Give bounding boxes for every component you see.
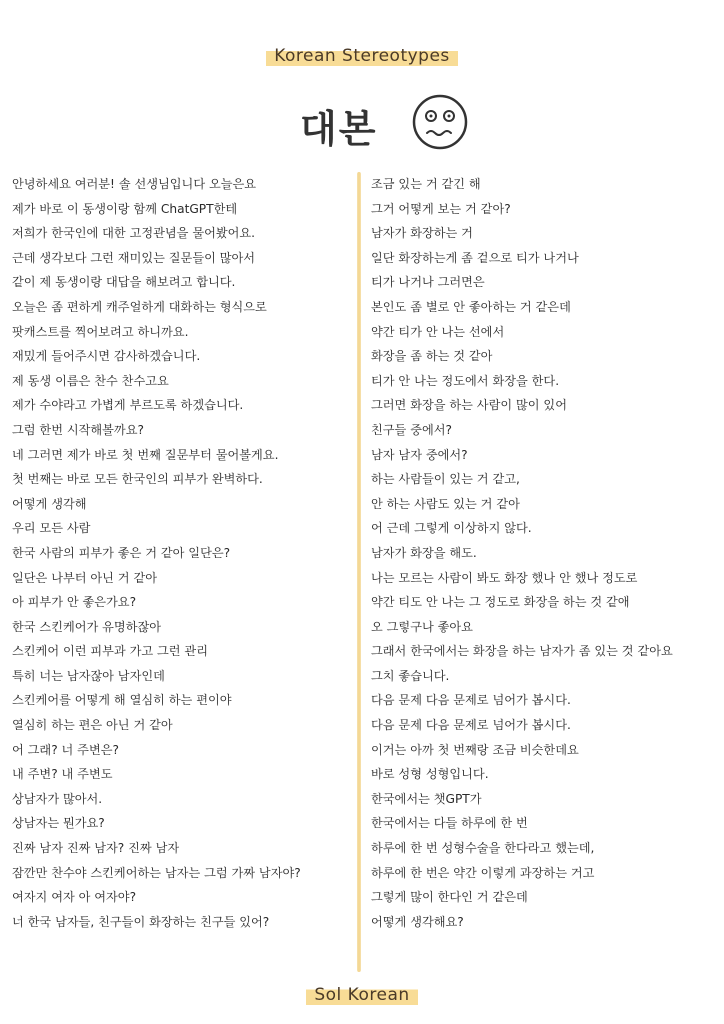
script-line: 하루에 한 번 성형수술을 한다라고 했는데, — [371, 841, 595, 856]
title-container — [0, 44, 724, 68]
script-line: 네 그러면 제가 바로 첫 번째 질문부터 물어볼게요. — [12, 447, 279, 462]
script-line: 조금 있는 거 같긴 해 — [371, 177, 481, 191]
script-line: 아 피부가 안 좋은가요? — [12, 595, 137, 610]
script-line: 우리 모든 사람 — [12, 521, 91, 536]
script-line: 안녕하세요 여러분! 솔 선생님입니다 오늘은요 — [12, 177, 257, 191]
script-line: 제가 수야라고 가볍게 부르도록 하겠습니다. — [12, 398, 244, 413]
script-line: 티가 안 나는 정도에서 화장을 한다. — [371, 373, 560, 388]
script-line: 재밌게 들어주시면 감사하겠습니다. — [12, 349, 201, 364]
script-line: 남자가 화장을 해도. — [371, 545, 477, 560]
script-line: 다음 문제 다음 문제로 넘어가 봅시다. — [371, 718, 571, 733]
script-line: 하루에 한 번은 약간 이렇게 과장하는 거고 — [371, 865, 595, 880]
script-line: 오늘은 좀 편하게 캐주얼하게 대화하는 형식으로 — [12, 299, 267, 314]
script-line: 한국 스킨케어가 유명하잖아 — [12, 619, 162, 634]
script-line: 내 주변? 내 주변도 — [12, 767, 113, 782]
script-line: 그럼 한번 시작해볼까요? — [12, 422, 144, 437]
script-line: 어 그래? 너 주변은? — [12, 742, 119, 757]
script-line: 바로 성형 성형입니다. — [371, 767, 489, 782]
script-line: 너 한국 남자들, 친구들이 화장하는 친구들 있어? — [12, 914, 270, 929]
script-line: 그러면 화장을 하는 사람이 많이 있어 — [371, 398, 567, 413]
script-line: 잠깐만 찬수야 스킨케어하는 남자는 그럼 가짜 남자야? — [12, 865, 301, 880]
script-line: 일단은 나부터 아닌 거 같아 — [12, 570, 158, 585]
script-line: 제가 바로 이 동생이랑 함께 ChatGPT한테 — [12, 201, 238, 216]
script-line: 열심히 하는 편은 아닌 거 같아 — [12, 718, 173, 733]
script-line: 여자지 여자 아 여자야? — [12, 890, 137, 905]
script-line: 첫 번째는 바로 모든 한국인의 피부가 완벽하다. — [12, 472, 263, 487]
script-line: 같이 제 동생이랑 대답을 해보려고 합니다. — [12, 275, 236, 290]
script-heading: 대본 — [300, 107, 378, 151]
page-title: Korean Stereotypes — [266, 44, 458, 68]
script-line: 나는 모르는 사람이 봐도 화장 했나 안 했나 정도로 — [371, 570, 638, 585]
script-line: 한국 사람의 피부가 좋은 거 같아 일단은? — [12, 545, 231, 560]
script-line: 상남자는 뭔가요? — [12, 816, 105, 831]
script-line: 그치 좋습니다. — [371, 668, 450, 683]
script-line: 안 하는 사람도 있는 거 같아 — [371, 496, 520, 511]
script-line: 이거는 아까 첫 번째랑 조금 비슷한데요 — [371, 742, 579, 757]
heading-container — [300, 92, 480, 162]
script-line: 화장을 좀 하는 것 같아 — [371, 349, 493, 364]
left-column — [12, 172, 357, 934]
footer-brand: Sol Korean — [306, 983, 417, 1007]
script-line: 그거 어떻게 보는 거 같아? — [371, 201, 511, 216]
script-line: 하는 사람들이 있는 거 같고, — [371, 472, 520, 487]
script-line: 다음 문제 다음 문제로 넘어가 봅시다. — [371, 693, 571, 708]
script-line: 그렇게 많이 한다인 거 같은데 — [371, 890, 528, 905]
script-line: 스킨케어 이런 피부과 가고 그런 관리 — [12, 644, 208, 659]
script-line: 상남자가 많아서. — [12, 791, 103, 806]
script-line: 일단 화장하는게 좀 겉으로 티가 나거나 — [371, 250, 579, 265]
script-line: 스킨케어를 어떻게 해 열심히 하는 편이야 — [12, 693, 232, 708]
script-line: 특히 너는 남자잖아 남자인데 — [12, 668, 165, 683]
script-line: 제 동생 이름은 찬수 찬수고요 — [12, 373, 169, 388]
script-line: 팟캐스트를 찍어보려고 하니까요. — [12, 324, 189, 339]
column-divider — [357, 172, 361, 972]
script-line: 어 근데 그렇게 이상하지 않다. — [371, 521, 532, 536]
script-line: 남자 남자 중에서? — [371, 447, 468, 462]
worried-face-icon — [410, 92, 470, 152]
script-line: 저희가 한국인에 대한 고정관념을 물어봤어요. — [12, 226, 256, 241]
script-line: 오 그렇구나 좋아요 — [371, 619, 473, 634]
script-line: 근데 생각보다 그런 재미있는 질문들이 많아서 — [12, 250, 256, 265]
script-line: 티가 나거나 그러면은 — [371, 275, 485, 290]
script-line: 한국에서는 다들 하루에 한 번 — [371, 816, 528, 831]
script-line: 그래서 한국에서는 화장을 하는 남자가 좀 있는 것 같아요 — [371, 644, 673, 659]
footer-container — [0, 983, 724, 1007]
script-line: 남자가 화장하는 거 — [371, 226, 473, 241]
script-line: 진짜 남자 진짜 남자? 진짜 남자 — [12, 841, 180, 856]
script-line: 약간 티가 안 나는 선에서 — [371, 324, 505, 339]
script-line: 어떻게 생각해요? — [371, 914, 464, 929]
script-line: 본인도 좀 별로 안 좋아하는 거 같은데 — [371, 299, 571, 314]
script-line: 한국에서는 챗GPT가 — [371, 791, 482, 806]
script-line: 친구들 중에서? — [371, 422, 452, 437]
script-line: 약간 티도 안 나는 그 정도로 화장을 하는 것 같애 — [371, 595, 630, 610]
right-column — [371, 172, 716, 934]
script-line: 어떻게 생각해 — [12, 496, 87, 511]
